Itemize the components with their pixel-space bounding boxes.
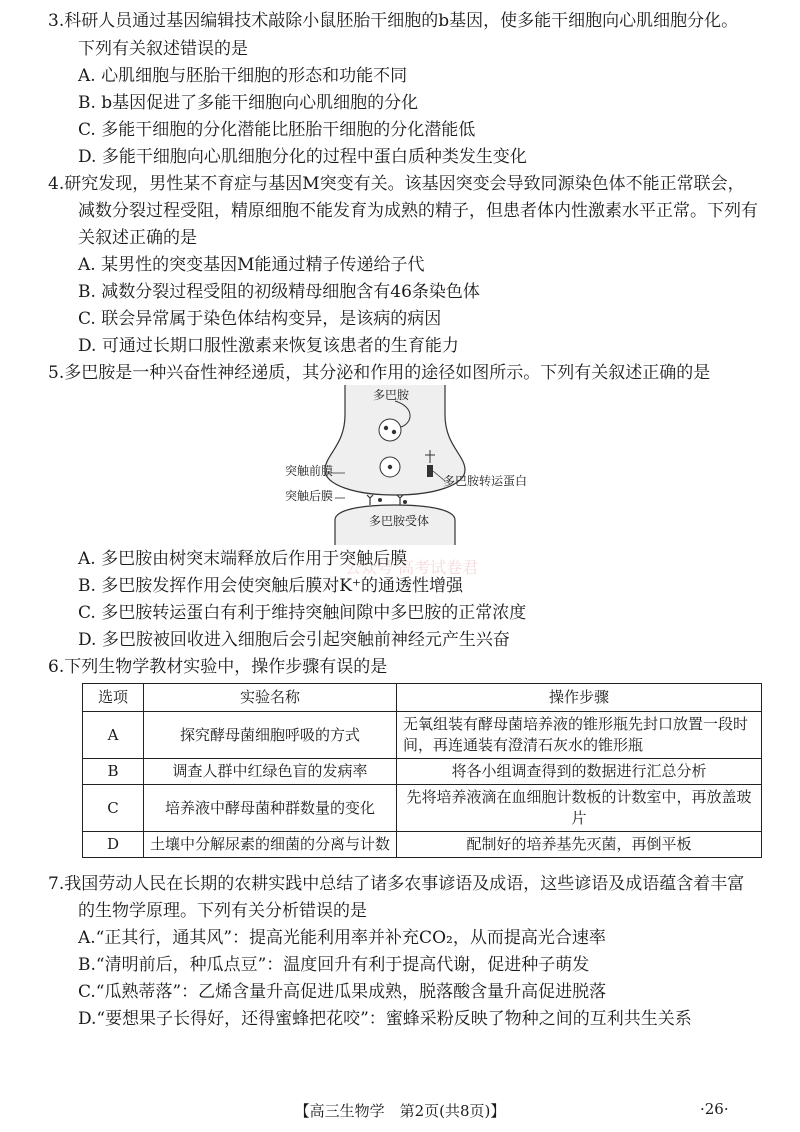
label-dopamine: 多巴胺 [373, 388, 410, 402]
watermark: 公众号 高考试卷君 [345, 558, 479, 577]
row-steps-line: 无氧组装有酵母菌培养液的锥形瓶先封口放置一段时 [403, 715, 749, 733]
experiment-table [82, 683, 762, 858]
page-footer: 【高三生物学 第2页(共8页)】 [294, 1102, 506, 1120]
label-receptor: 多巴胺受体 [369, 514, 430, 528]
label-postsynaptic: 突触后膜 [285, 489, 334, 503]
q5-stem-line-1: 5.多巴胺是一种兴奋性神经递质，其分泌和作用的途径如图所示。下列有关叙述正确的是 [48, 363, 711, 383]
q4-option-c: C. 联会异常属于染色体结构变异，是该病的病因 [78, 309, 442, 329]
vesicle-1 [379, 419, 401, 441]
q4-option-d: D. 可通过长期口服性激素来恢复该患者的生育能力 [78, 336, 459, 356]
q3-stem-line-2: 下列有关叙述错误的是 [78, 39, 248, 59]
q5-option-d: D. 多巴胺被回收进入细胞后会引起突触前神经元产生兴奋 [78, 630, 510, 650]
row-steps-line: 间，再连通装有澄清石灰水的锥形瓶 [403, 736, 644, 754]
label-presynaptic: 突触前膜 [285, 464, 334, 478]
q4-option-a: A. 某男性的突变基因M能通过精子传递给子代 [78, 255, 425, 275]
q3-option-a: A. 心肌细胞与胚胎干细胞的形态和功能不同 [78, 66, 408, 86]
header-experiment: 实验名称 [144, 684, 397, 712]
q7-stem-line-1: 7.我国劳动人民在长期的农耕实践中总结了诸多农事谚语及成语，这些谚语及成语蕴含着丰富 [48, 874, 745, 894]
q7-option-b: B.“清明前后，种瓜点豆”：温度回升有利于提高代谢，促进种子萌发 [78, 955, 590, 975]
table-row [83, 759, 762, 785]
dopamine-molecule [384, 426, 388, 430]
q6-stem-line-1: 6.下列生物学教材实验中，操作步骤有误的是 [48, 657, 388, 677]
row-steps [397, 712, 762, 759]
q4-stem-line-2: 减数分裂过程受阻，精原细胞不能发育为成熟的精子，但患者体内性激素水平正常。下列有 [78, 201, 758, 221]
row-steps: 将各小组调查得到的数据进行汇总分析 [397, 759, 762, 785]
table-row [83, 712, 762, 759]
dopamine-molecule [388, 465, 392, 469]
q3-option-b: B. b基因促进了多能干细胞向心肌细胞的分化 [78, 93, 419, 113]
row-steps: 配制好的培养基先灭菌，再倒平板 [397, 832, 762, 858]
row-option: C [83, 785, 144, 832]
table-row [83, 832, 762, 858]
q3-option-c: C. 多能干细胞的分化潜能比胚胎干细胞的分化潜能低 [78, 120, 476, 140]
header-steps: 操作步骤 [397, 684, 762, 712]
table-row [83, 785, 762, 832]
row-option: D [83, 832, 144, 858]
q5-option-b: B. 多巴胺发挥作用会使突触后膜对K⁺的通透性增强 [78, 576, 463, 596]
page-code: ·26· [700, 1100, 729, 1118]
table-header-row [83, 684, 762, 712]
q4-option-b: B. 减数分裂过程受阻的初级精母细胞含有46条染色体 [78, 282, 480, 302]
q7-option-d: D.“要想果子长得好，还得蜜蜂把花咬”：蜜蜂采粉反映了物种之间的互利共生关系 [78, 1009, 692, 1029]
row-experiment: 土壤中分解尿素的细菌的分离与计数 [144, 832, 397, 858]
q5-option-a: A. 多巴胺由树突末端释放后作用于突触后膜 [78, 549, 408, 569]
receptor-mark [397, 495, 403, 505]
q4-stem-line-1: 4.研究发现，男性某不育症与基因M突变有关。该基因突变会导致同源染色体不能正常联会， [48, 174, 745, 194]
row-experiment: 培养液中酵母菌种群数量的变化 [144, 785, 397, 832]
q5-option-c: C. 多巴胺转运蛋白有利于维持突触间隙中多巴胺的正常浓度 [78, 603, 527, 623]
row-option: B [83, 759, 144, 785]
cleft-dopamine [403, 500, 407, 504]
synapse-diagram [285, 385, 545, 545]
row-experiment: 探究酵母菌细胞呼吸的方式 [144, 712, 397, 759]
q3-stem-line-1: 3.科研人员通过基因编辑技术敲除小鼠胚胎干细胞的b基因，使多能干细胞向心肌细胞分化。 [48, 11, 739, 31]
header-option: 选项 [83, 684, 144, 712]
q3-option-d: D. 多能干细胞向心肌细胞分化的过程中蛋白质种类发生变化 [78, 147, 527, 167]
q4-stem-line-3: 关叙述正确的是 [78, 228, 197, 248]
row-steps: 先将培养液滴在血细胞计数板的计数室中，再放盖玻片 [397, 785, 762, 832]
q7-stem-line-2: 的生物学原理。下列有关分析错误的是 [78, 901, 367, 921]
receptor-mark [367, 495, 373, 505]
q7-option-c: C.“瓜熟蒂落”：乙烯含量升高促进瓜果成熟，脱落酸含量升高促进脱落 [78, 982, 607, 1002]
q7-option-a: A.“正其行，通其风”：提高光能利用率并补充CO₂，从而提高光合速率 [78, 928, 606, 948]
cleft-dopamine [378, 498, 382, 502]
row-option: A [83, 712, 144, 759]
transporter-mark [427, 465, 433, 477]
dopamine-molecule [392, 430, 396, 434]
row-experiment: 调查人群中红绿色盲的发病率 [144, 759, 397, 785]
label-transporter: 多巴胺转运蛋白 [443, 474, 528, 488]
